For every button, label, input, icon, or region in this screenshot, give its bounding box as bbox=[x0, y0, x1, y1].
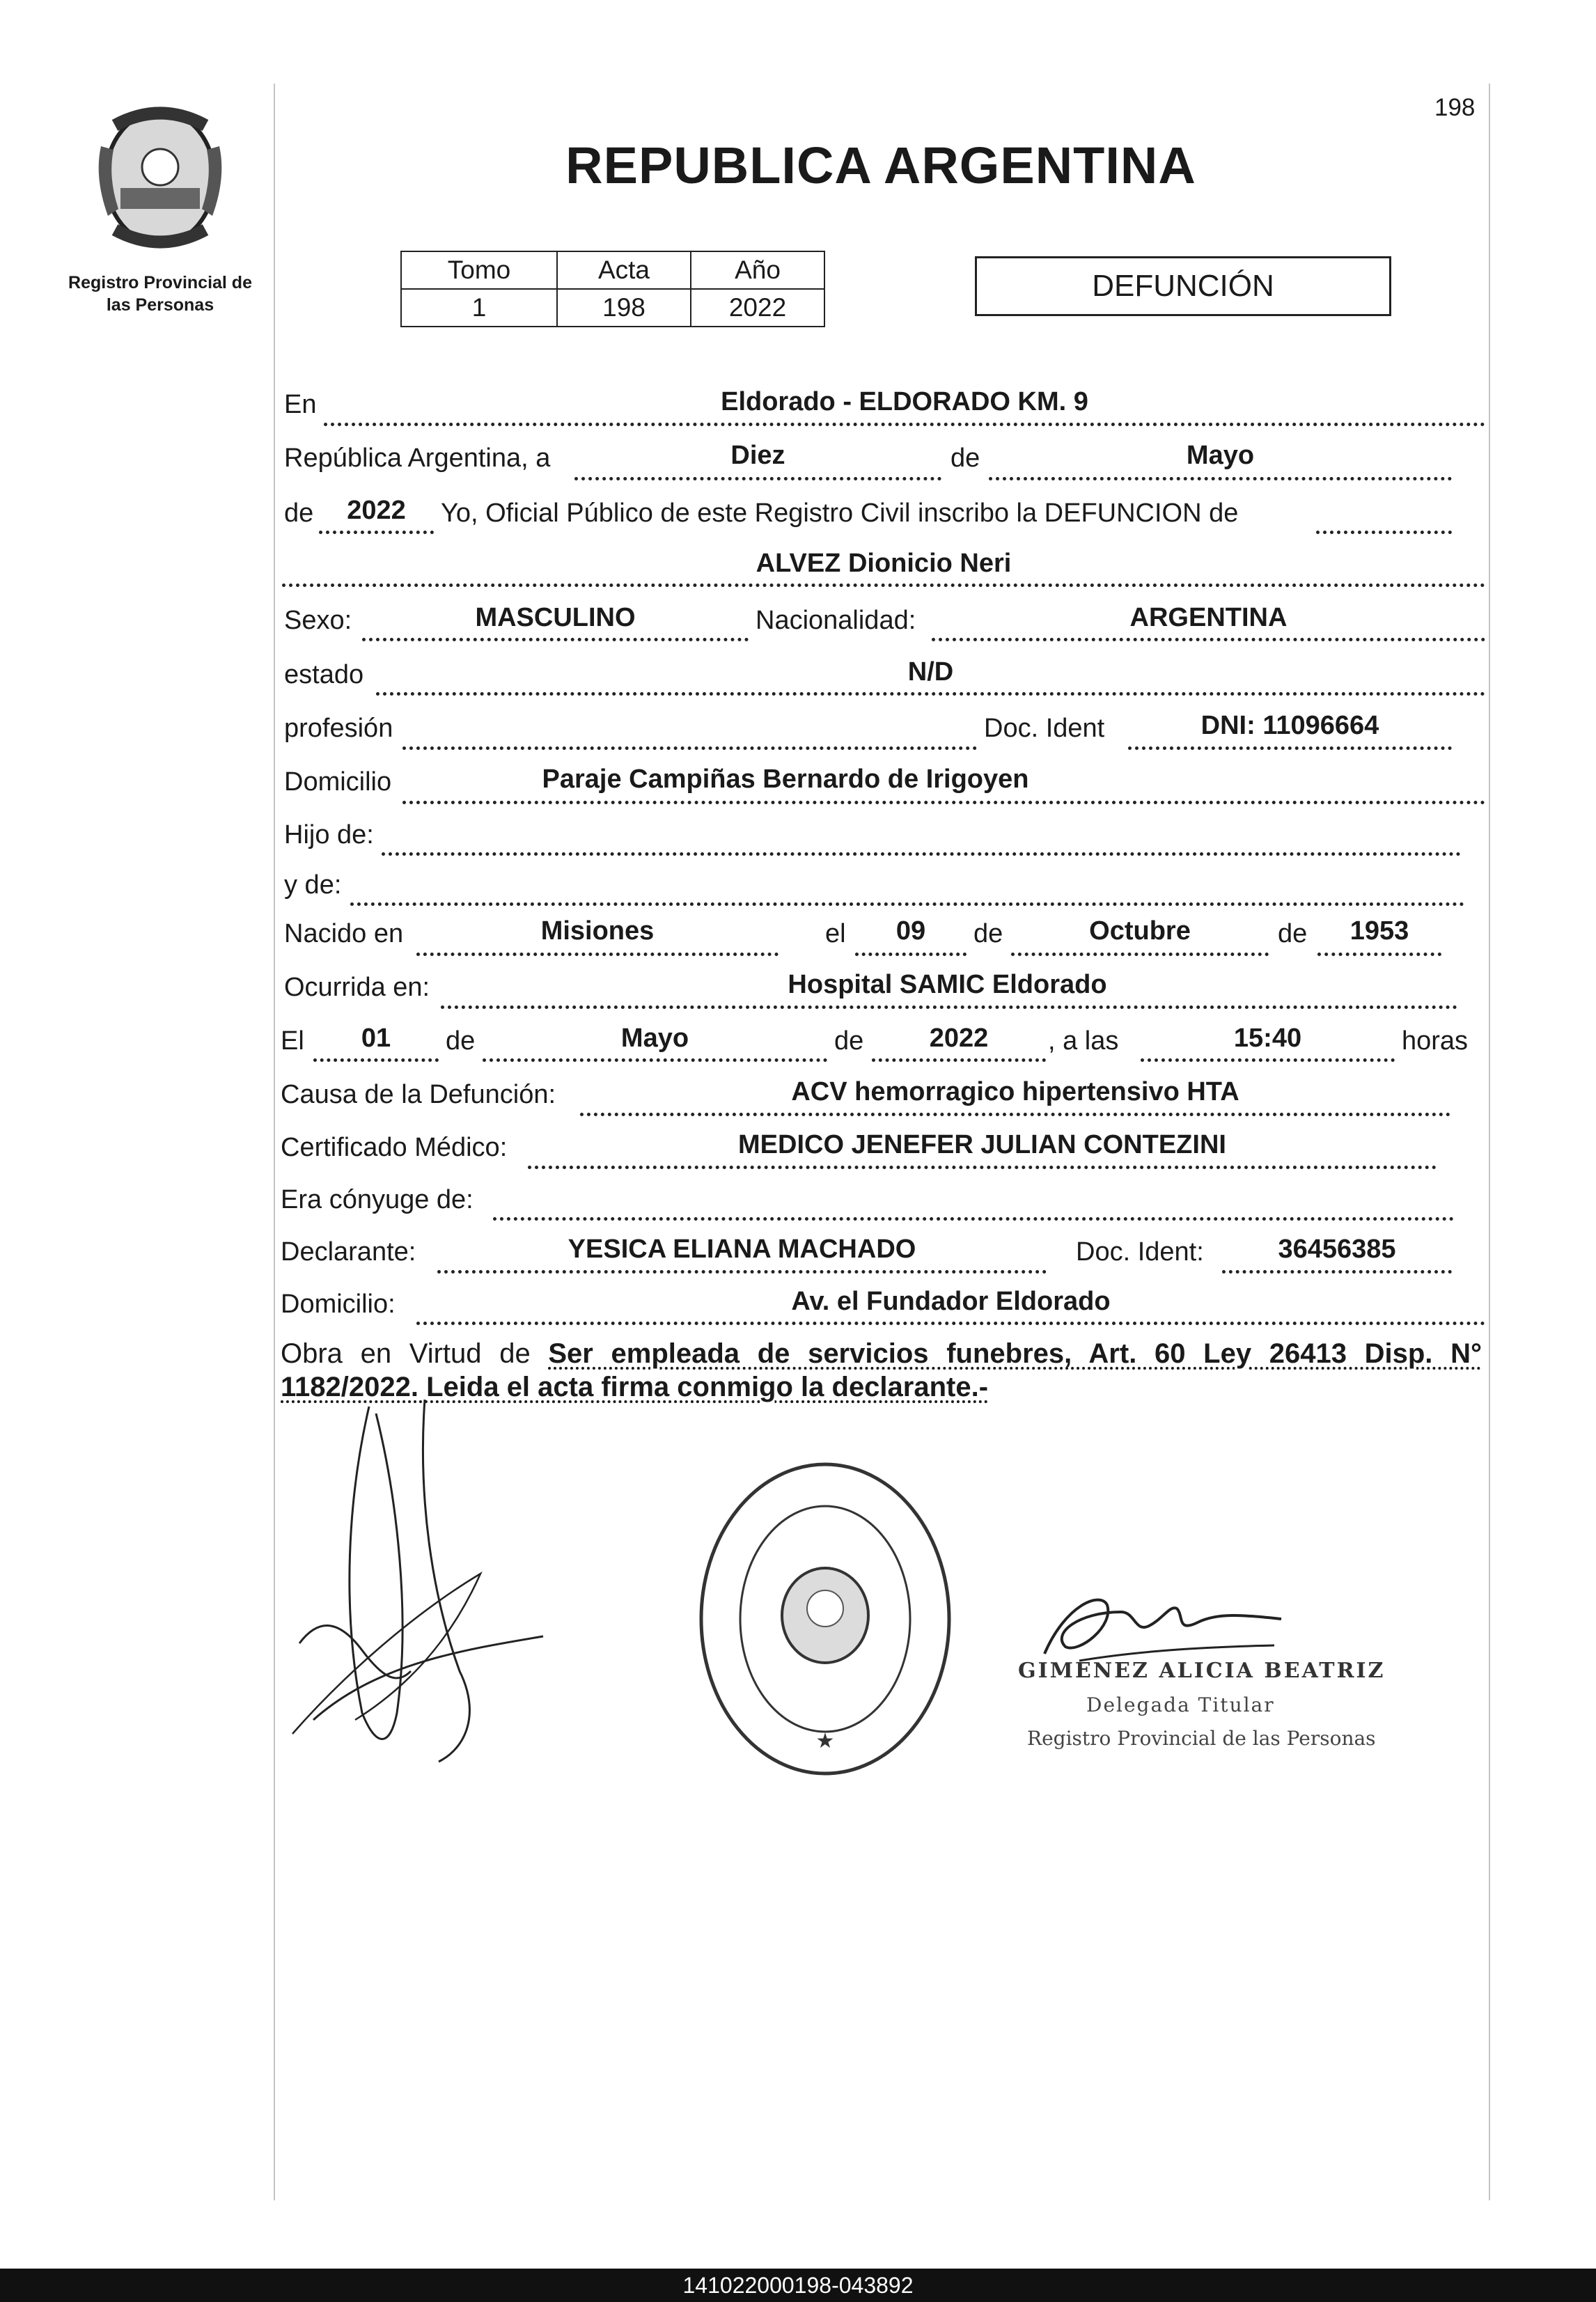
field-nac-dia: 09 bbox=[895, 916, 926, 946]
label-horas: horas bbox=[1402, 1026, 1469, 1056]
label-de: de bbox=[834, 1026, 864, 1056]
dotted-line bbox=[382, 852, 1461, 856]
field-def-mes: Mayo bbox=[620, 1024, 689, 1053]
registry-table bbox=[400, 251, 825, 327]
dotted-line bbox=[313, 1058, 439, 1062]
dotted-line bbox=[362, 638, 749, 641]
field-estado: N/D bbox=[907, 657, 954, 687]
official-role: Delegada Titular bbox=[1086, 1693, 1275, 1716]
registry-value-acta: 198 bbox=[557, 289, 691, 327]
record-type-box: DEFUNCIÓN bbox=[975, 256, 1391, 316]
page-number: 198 bbox=[1434, 94, 1476, 121]
dotted-line bbox=[1222, 1270, 1452, 1274]
label-y-de: y de: bbox=[284, 870, 342, 900]
field-dia: Diez bbox=[730, 441, 785, 470]
field-certificado: MEDICO JENEFER JULIAN CONTEZINI bbox=[738, 1130, 1226, 1159]
dotted-line bbox=[528, 1166, 1437, 1169]
field-sexo: MASCULINO bbox=[475, 603, 636, 632]
label-de: de bbox=[950, 444, 980, 473]
label-republica: República Argentina, a bbox=[284, 444, 551, 473]
dotted-line bbox=[855, 953, 967, 956]
field-mes: Mayo bbox=[1186, 441, 1255, 470]
label-doc-ident-declarante: Doc. Ident: bbox=[1076, 1237, 1204, 1267]
field-nac-anio: 1953 bbox=[1349, 916, 1409, 946]
label-declarante: Declarante: bbox=[281, 1237, 416, 1267]
label-domicilio-declarante: Domicilio: bbox=[281, 1290, 396, 1319]
registry-header-anio: Año bbox=[691, 251, 824, 289]
dotted-line bbox=[324, 423, 1485, 426]
label-nacionalidad: Nacionalidad: bbox=[756, 606, 916, 635]
field-nacido-en: Misiones bbox=[540, 916, 655, 946]
field-nac-mes: Octubre bbox=[1089, 916, 1191, 946]
registry-value-anio: 2022 bbox=[691, 289, 824, 327]
dotted-line bbox=[1316, 531, 1452, 534]
official-registry: Registro Provincial de las Personas bbox=[1027, 1727, 1376, 1750]
dotted-line bbox=[402, 801, 1485, 804]
footer-code: 141022000198-043892 bbox=[0, 2269, 1596, 2302]
label-profesion: profesión bbox=[284, 714, 393, 743]
field-causa: ACV hemorragico hipertensivo HTA bbox=[791, 1077, 1239, 1106]
field-anio: 2022 bbox=[347, 496, 406, 525]
label-a-las: , a las bbox=[1048, 1026, 1119, 1056]
dotted-line bbox=[580, 1113, 1450, 1116]
dotted-line bbox=[1141, 1058, 1395, 1062]
label-certificado: Certificado Médico: bbox=[281, 1133, 508, 1162]
right-margin-rule bbox=[1489, 84, 1490, 2200]
official-signature bbox=[1038, 1577, 1288, 1668]
dotted-line bbox=[376, 692, 1485, 696]
field-declarante: YESICA ELIANA MACHADO bbox=[568, 1235, 916, 1264]
dotted-line bbox=[493, 1217, 1454, 1221]
label-de: de bbox=[973, 919, 1003, 948]
registry-value-tomo: 1 bbox=[401, 289, 557, 327]
registry-header-acta: Acta bbox=[557, 251, 691, 289]
label-el: el bbox=[825, 919, 846, 948]
dotted-line bbox=[319, 531, 434, 534]
label-de: de bbox=[446, 1026, 476, 1056]
official-name: GIMENEZ ALICIA BEATRIZ bbox=[1018, 1659, 1386, 1683]
label-el: El bbox=[281, 1026, 304, 1056]
label-nacido-en: Nacido en bbox=[284, 919, 404, 948]
field-obra-texto: Ser empleada de servicios funebres, Art. 60 Ley 26413 Disp. N° 1182/2022. Leida el acta firma conmigo la declarante.- bbox=[281, 1338, 1482, 1402]
dotted-line bbox=[416, 953, 779, 956]
svg-text:★: ★ bbox=[815, 1729, 835, 1753]
dotted-line bbox=[1011, 953, 1269, 956]
dotted-line bbox=[872, 1058, 1046, 1062]
field-def-dia: 01 bbox=[361, 1024, 391, 1053]
document-title: REPUBLICA ARGENTINA bbox=[565, 136, 1196, 194]
label-sexo: Sexo: bbox=[284, 606, 352, 635]
field-nombre: ALVEZ Dionicio Neri bbox=[756, 549, 1012, 578]
label-de: de bbox=[284, 499, 314, 528]
dotted-line bbox=[437, 1270, 1047, 1274]
province-crest bbox=[87, 104, 233, 251]
label-conyuge: Era cónyuge de: bbox=[281, 1185, 474, 1214]
label-causa: Causa de la Defunción: bbox=[281, 1080, 556, 1109]
label-obra: Obra en Virtud de bbox=[281, 1338, 531, 1369]
field-lugar: Eldorado - ELDORADO KM. 9 bbox=[721, 387, 1088, 416]
label-doc-ident: Doc. Ident bbox=[984, 714, 1105, 743]
registry-header-tomo: Tomo bbox=[401, 251, 557, 289]
field-declarante-doc: 36456385 bbox=[1278, 1235, 1396, 1264]
field-def-hora: 15:40 bbox=[1233, 1024, 1302, 1053]
declarant-signature bbox=[272, 1386, 564, 1776]
dotted-line bbox=[932, 638, 1485, 641]
dotted-line bbox=[402, 746, 977, 750]
field-nacionalidad: ARGENTINA bbox=[1129, 603, 1288, 632]
dotted-line bbox=[574, 477, 941, 480]
label-yo-oficial: Yo, Oficial Público de este Registro Civil inscribo la DEFUNCION de bbox=[441, 499, 1239, 528]
dotted-line bbox=[1317, 953, 1441, 956]
label-de: de bbox=[1278, 919, 1308, 948]
field-dni: DNI: 11096664 bbox=[1200, 711, 1379, 740]
dotted-line bbox=[989, 477, 1452, 480]
field-declarante-domicilio: Av. el Fundador Eldorado bbox=[791, 1287, 1111, 1316]
label-hijo-de: Hijo de: bbox=[284, 820, 374, 849]
dotted-line bbox=[483, 1058, 827, 1062]
left-margin-rule bbox=[274, 84, 275, 2200]
field-ocurrida-en: Hospital SAMIC Eldorado bbox=[788, 970, 1107, 999]
label-domicilio: Domicilio bbox=[284, 767, 392, 797]
dotted-line bbox=[350, 902, 1464, 906]
official-seal bbox=[693, 1459, 957, 1779]
dotted-line bbox=[416, 1322, 1485, 1325]
label-estado: estado bbox=[284, 660, 364, 689]
label-ocurrida-en: Ocurrida en: bbox=[284, 973, 430, 1002]
field-domicilio: Paraje Campiñas Bernardo de Irigoyen bbox=[542, 765, 1029, 794]
label-en: En bbox=[284, 390, 317, 419]
crest-caption: Registro Provincial de las Personas bbox=[68, 273, 252, 315]
dotted-line bbox=[441, 1005, 1457, 1009]
dotted-line bbox=[1128, 746, 1452, 750]
dotted-line bbox=[282, 584, 1485, 587]
field-def-anio: 2022 bbox=[929, 1024, 989, 1053]
